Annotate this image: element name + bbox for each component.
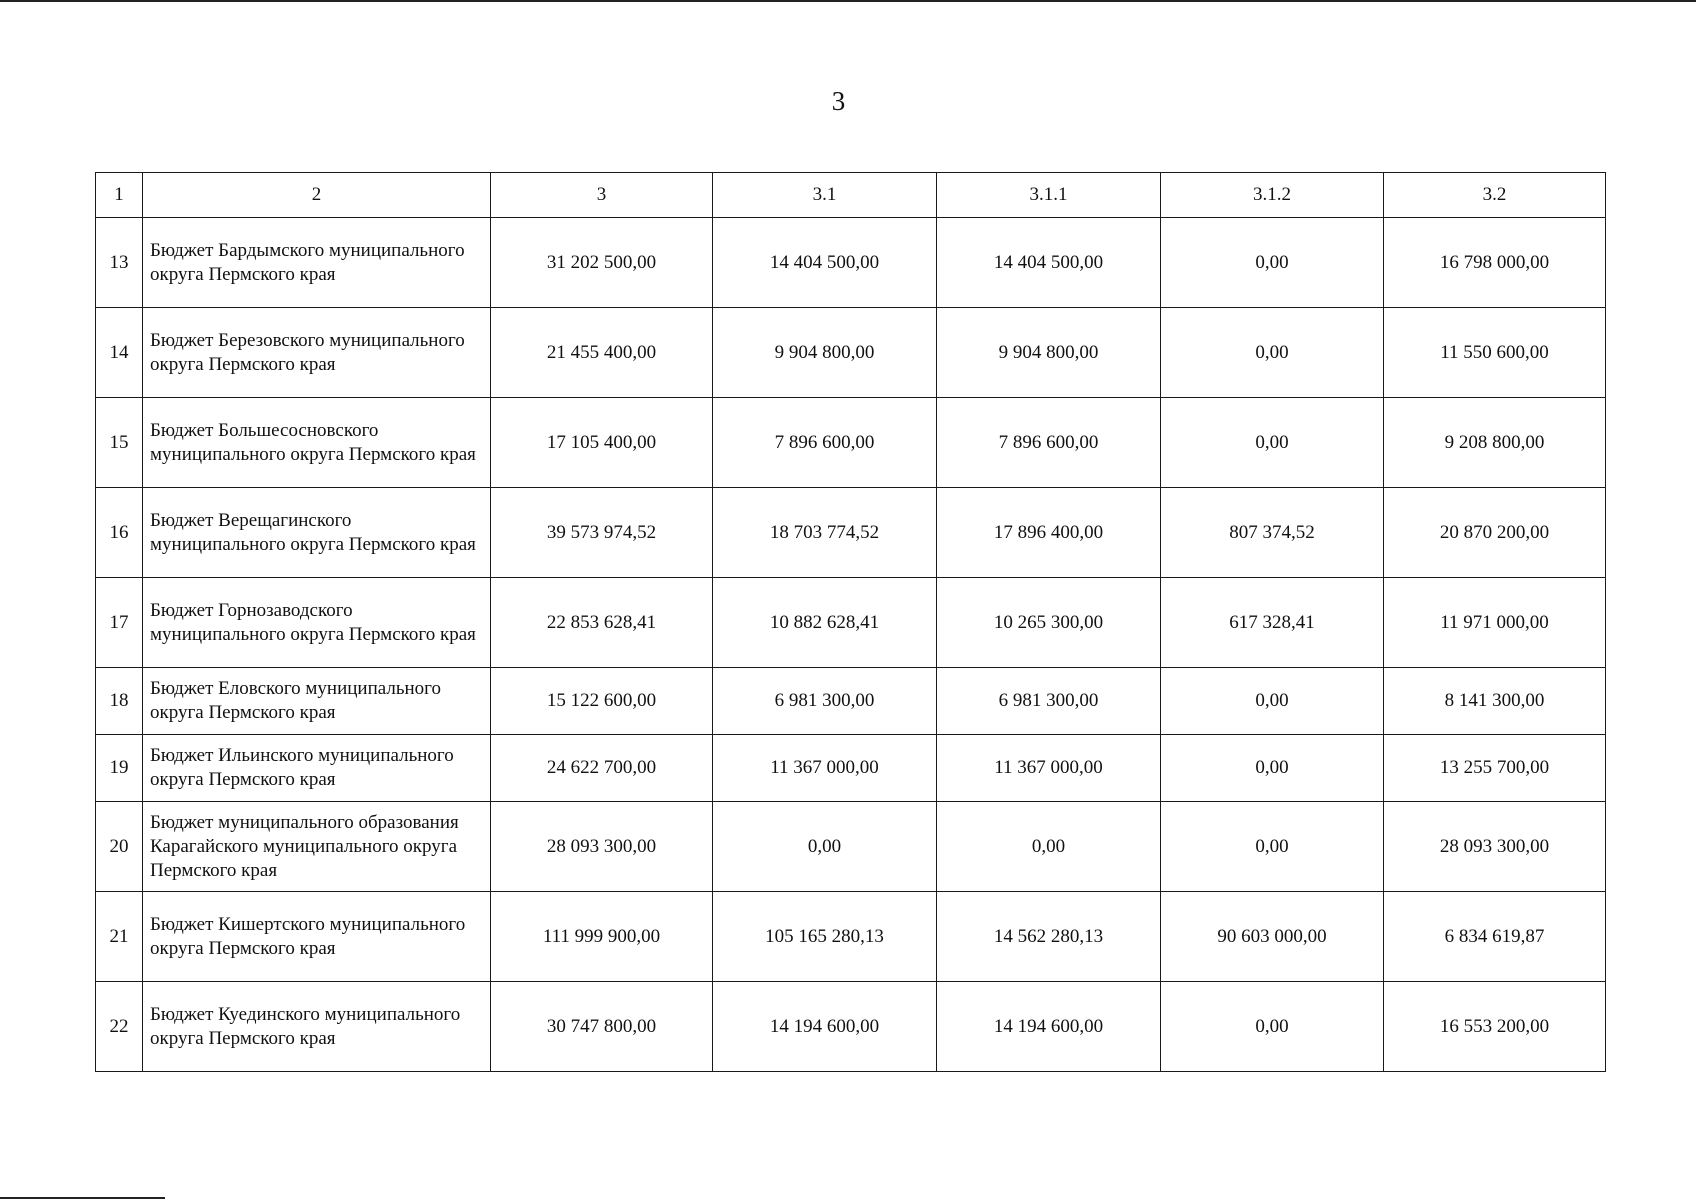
value-3: 22 853 628,41 <box>491 578 713 668</box>
budget-table <box>95 172 1606 1072</box>
page-number: 3 <box>831 86 846 116</box>
header-cell: 3 <box>491 173 713 218</box>
value-3-1: 7 896 600,00 <box>713 398 937 488</box>
value-3-2: 16 553 200,00 <box>1384 982 1606 1072</box>
value-3: 30 747 800,00 <box>491 982 713 1072</box>
scan-edge-top <box>0 0 1696 2</box>
budget-name: Бюджет Кишертского муниципального округа Пермского края <box>143 892 491 982</box>
header-cell: 3.1.2 <box>1161 173 1384 218</box>
budget-name: Бюджет Бардымского муниципального округа Пермского края <box>143 218 491 308</box>
table-row <box>96 488 1606 578</box>
budget-name: Бюджет Березовского муниципального округа Пермского края <box>143 308 491 398</box>
row-number: 16 <box>96 488 143 578</box>
row-number: 14 <box>96 308 143 398</box>
value-3-1: 0,00 <box>713 802 937 892</box>
value-3-1-2: 0,00 <box>1161 398 1384 488</box>
header-cell: 2 <box>143 173 491 218</box>
value-3-1: 11 367 000,00 <box>713 735 937 802</box>
value-3-2: 6 834 619,87 <box>1384 892 1606 982</box>
table-row <box>96 735 1606 802</box>
value-3-1-1: 7 896 600,00 <box>937 398 1161 488</box>
value-3-2: 9 208 800,00 <box>1384 398 1606 488</box>
value-3-1-1: 11 367 000,00 <box>937 735 1161 802</box>
value-3-1-2: 0,00 <box>1161 735 1384 802</box>
value-3-2: 11 971 000,00 <box>1384 578 1606 668</box>
value-3: 111 999 900,00 <box>491 892 713 982</box>
table-row <box>96 308 1606 398</box>
budget-name: Бюджет Ильинского муниципального округа Пермского края <box>143 735 491 802</box>
row-number: 18 <box>96 668 143 735</box>
value-3: 39 573 974,52 <box>491 488 713 578</box>
value-3-1-2: 0,00 <box>1161 982 1384 1072</box>
value-3: 15 122 600,00 <box>491 668 713 735</box>
budget-name: Бюджет Горнозаводского муниципального округа Пермского края <box>143 578 491 668</box>
value-3-1-1: 10 265 300,00 <box>937 578 1161 668</box>
value-3-1-2: 0,00 <box>1161 802 1384 892</box>
table-row <box>96 982 1606 1072</box>
table-row <box>96 218 1606 308</box>
value-3: 17 105 400,00 <box>491 398 713 488</box>
table-row <box>96 578 1606 668</box>
value-3-1-2: 90 603 000,00 <box>1161 892 1384 982</box>
value-3-1-1: 14 194 600,00 <box>937 982 1161 1072</box>
table-row <box>96 802 1606 892</box>
header-row <box>96 173 1606 218</box>
value-3-1-2: 0,00 <box>1161 308 1384 398</box>
row-number: 15 <box>96 398 143 488</box>
value-3-1-1: 14 562 280,13 <box>937 892 1161 982</box>
value-3-2: 20 870 200,00 <box>1384 488 1606 578</box>
value-3-1-1: 9 904 800,00 <box>937 308 1161 398</box>
value-3-1: 18 703 774,52 <box>713 488 937 578</box>
header-cell: 3.1 <box>713 173 937 218</box>
value-3-1-2: 0,00 <box>1161 218 1384 308</box>
budget-name: Бюджет муниципального образования Карагайского муниципального округа Пермского края <box>143 802 491 892</box>
value-3-1-1: 0,00 <box>937 802 1161 892</box>
value-3-1: 6 981 300,00 <box>713 668 937 735</box>
value-3-1-2: 0,00 <box>1161 668 1384 735</box>
budget-name: Бюджет Верещагинского муниципального округа Пермского края <box>143 488 491 578</box>
scan-edge-bottom <box>0 1197 165 1199</box>
header-cell: 3.2 <box>1384 173 1606 218</box>
value-3-2: 16 798 000,00 <box>1384 218 1606 308</box>
value-3: 24 622 700,00 <box>491 735 713 802</box>
budget-name: Бюджет Большесосновского муниципального округа Пермского края <box>143 398 491 488</box>
row-number: 19 <box>96 735 143 802</box>
header-cell: 3.1.1 <box>937 173 1161 218</box>
value-3-1-1: 6 981 300,00 <box>937 668 1161 735</box>
value-3-1: 14 404 500,00 <box>713 218 937 308</box>
row-number: 22 <box>96 982 143 1072</box>
value-3-2: 28 093 300,00 <box>1384 802 1606 892</box>
value-3-1: 9 904 800,00 <box>713 308 937 398</box>
row-number: 21 <box>96 892 143 982</box>
row-number: 20 <box>96 802 143 892</box>
value-3: 28 093 300,00 <box>491 802 713 892</box>
budget-name: Бюджет Куединского муниципального округа Пермского края <box>143 982 491 1072</box>
value-3-2: 13 255 700,00 <box>1384 735 1606 802</box>
value-3: 21 455 400,00 <box>491 308 713 398</box>
value-3-1-2: 617 328,41 <box>1161 578 1384 668</box>
value-3: 31 202 500,00 <box>491 218 713 308</box>
table-row <box>96 892 1606 982</box>
row-number: 17 <box>96 578 143 668</box>
value-3-1-1: 14 404 500,00 <box>937 218 1161 308</box>
value-3-2: 8 141 300,00 <box>1384 668 1606 735</box>
value-3-1-2: 807 374,52 <box>1161 488 1384 578</box>
value-3-1-1: 17 896 400,00 <box>937 488 1161 578</box>
table-row <box>96 398 1606 488</box>
value-3-1: 105 165 280,13 <box>713 892 937 982</box>
value-3-1: 10 882 628,41 <box>713 578 937 668</box>
row-number: 13 <box>96 218 143 308</box>
table-row <box>96 668 1606 735</box>
header-cell: 1 <box>96 173 143 218</box>
value-3-1: 14 194 600,00 <box>713 982 937 1072</box>
budget-name: Бюджет Еловского муниципального округа Пермского края <box>143 668 491 735</box>
value-3-2: 11 550 600,00 <box>1384 308 1606 398</box>
